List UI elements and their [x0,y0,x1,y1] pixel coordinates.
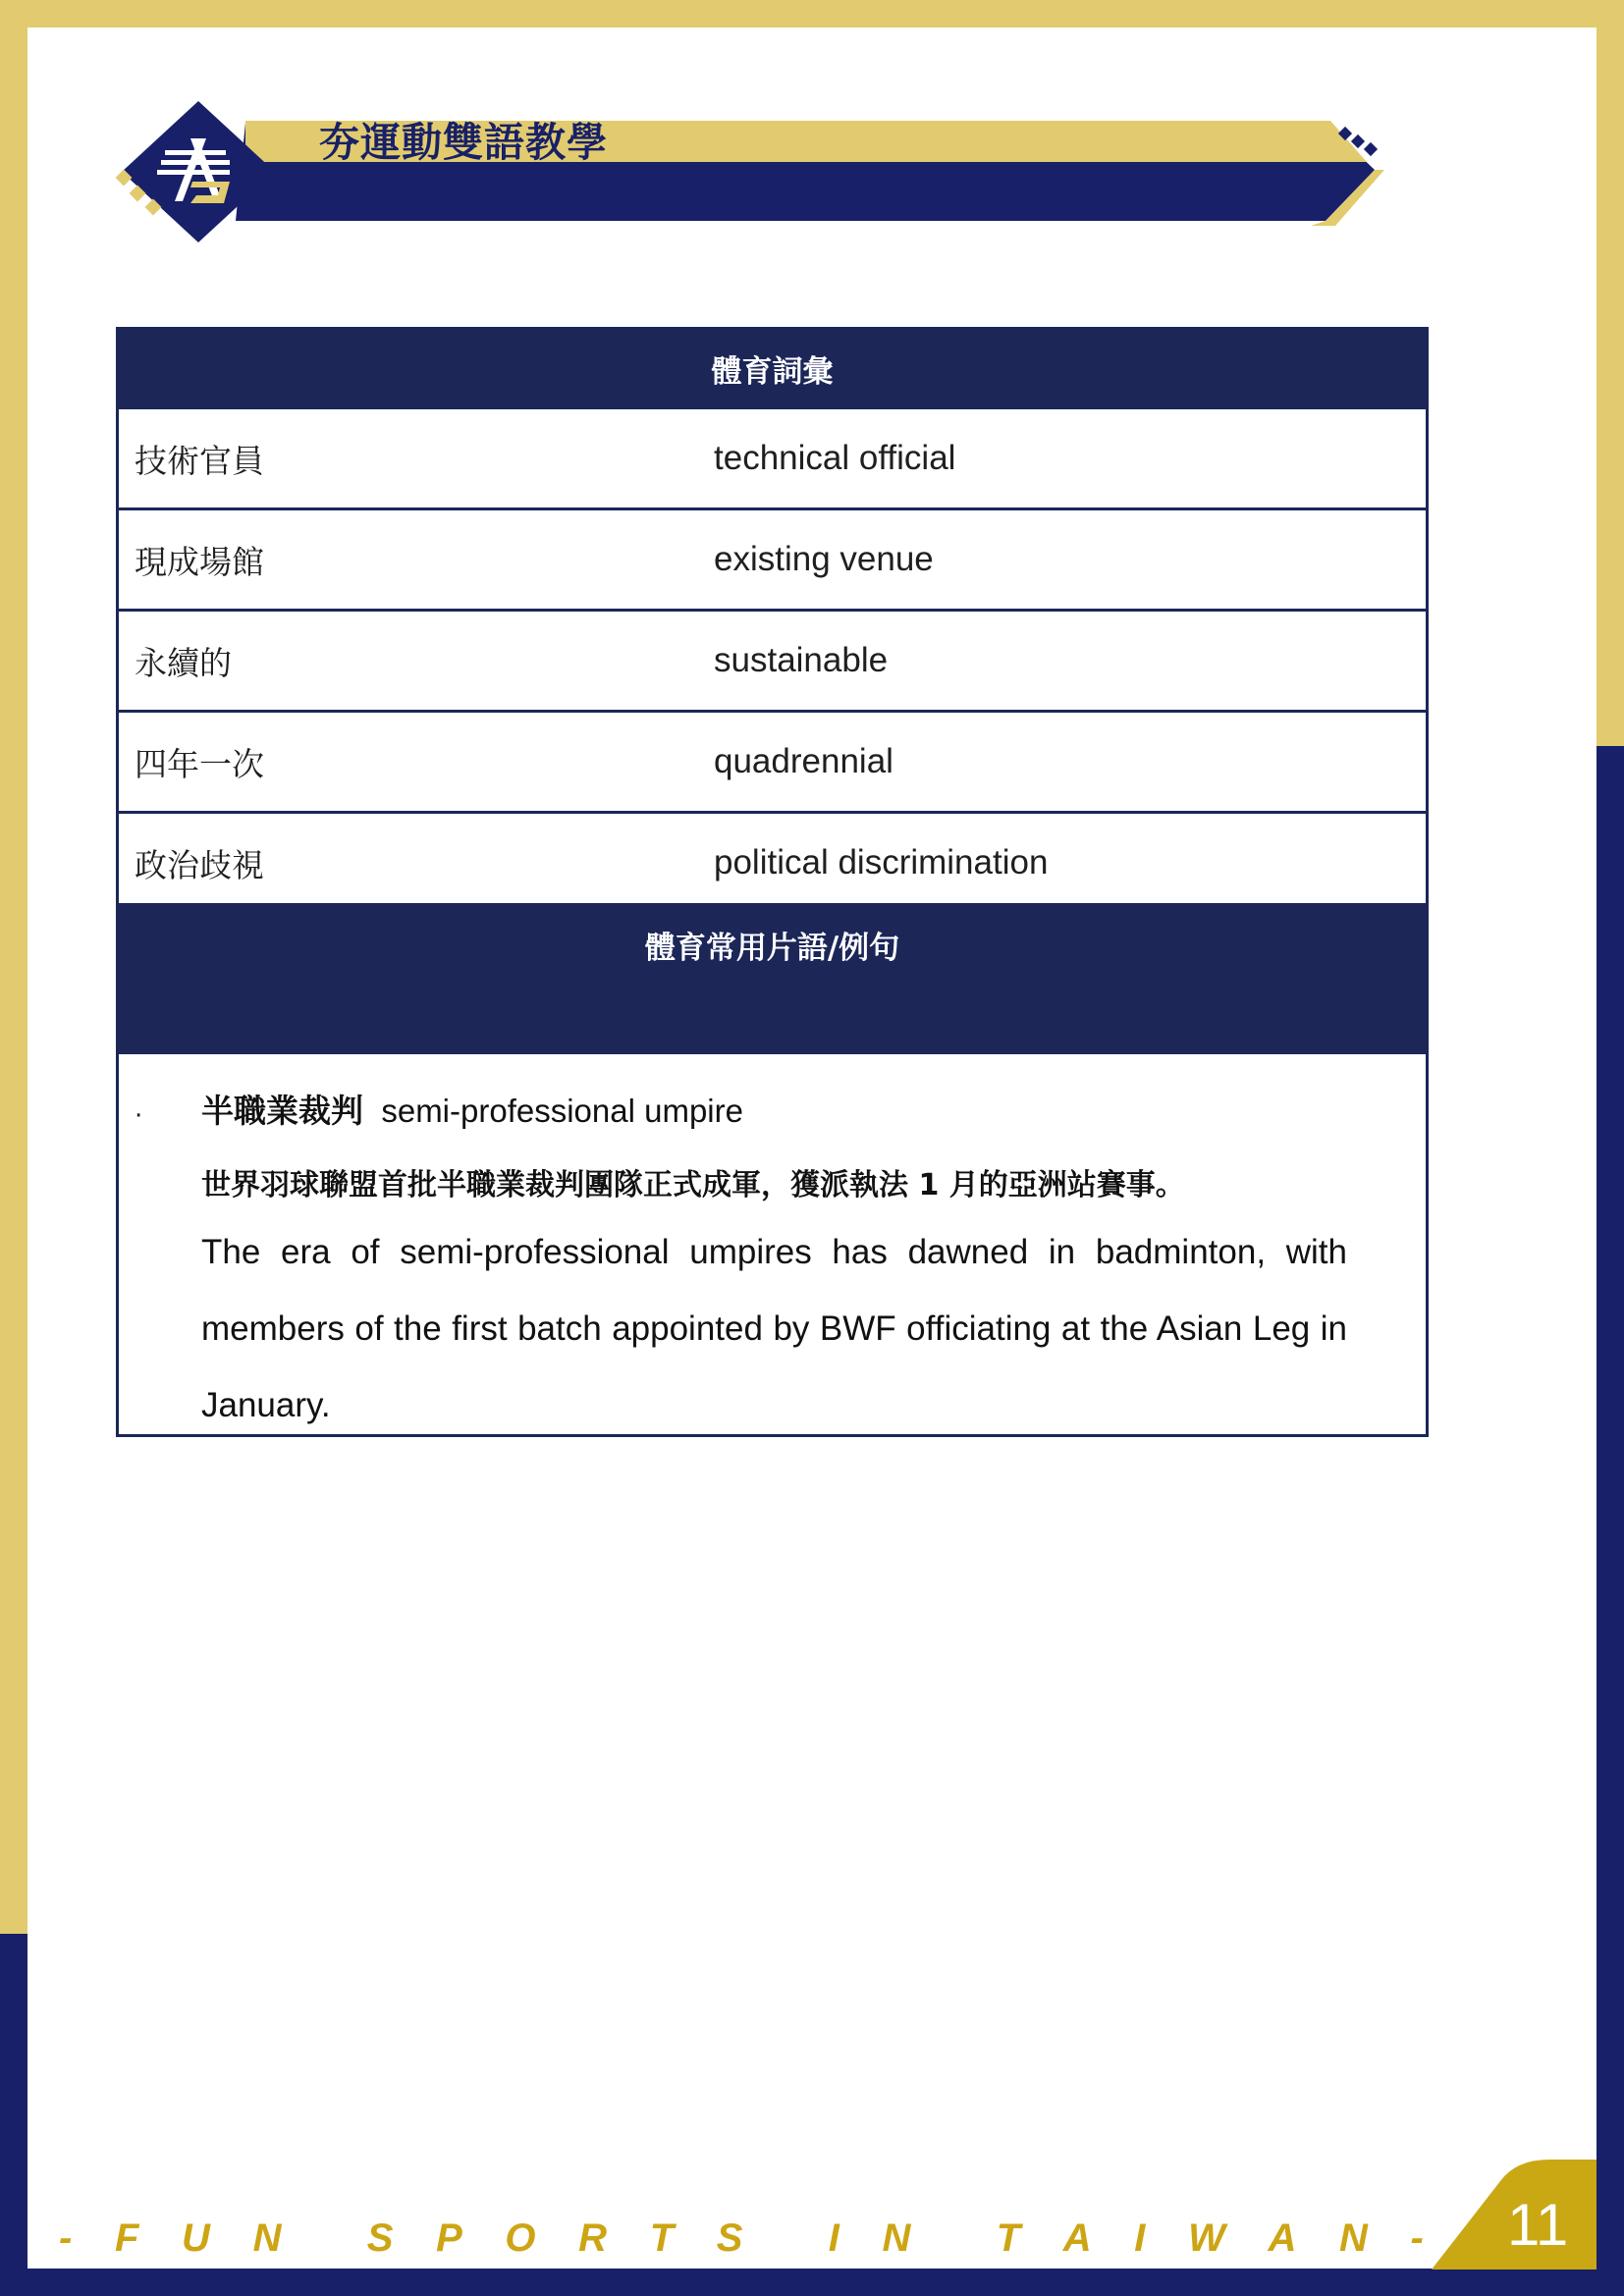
vocab-en: existing venue [714,509,1428,611]
page-title: 夯運動雙語教學 [319,119,608,166]
vocab-zh: 技術官員 [118,408,715,509]
tagline-char: T [649,2216,675,2260]
tagline-char: N [1339,2216,1368,2260]
vocab-zh: 四年一次 [118,712,715,813]
vocab-zh: 現成場館 [118,509,715,611]
tagline-char: P [436,2216,462,2260]
phrases-section [116,1054,1429,1437]
tagline-char: I [1134,2216,1146,2260]
phrases-heading: 體育常用片語/例句 [644,931,900,966]
term-en: semi-professional umpire [381,1093,743,1129]
example-sentence-en: The era of semi-professional umpires has dawned in badminton, with members of the first batch appointed by BWF officiating at the Asian Leg in January. [201,1233,1347,1424]
page-number: 11 [1507,2192,1569,2258]
vocab-zh: 永續的 [118,611,715,712]
table-row [118,712,1428,813]
corner-decoration-right [1597,746,1624,2296]
table-row [118,509,1428,611]
vocab-en: sustainable [714,611,1428,712]
vocab-zh: 政治歧視 [118,813,715,914]
tagline-char: T [996,2216,1021,2260]
vocab-table [116,327,1429,915]
table-row [118,408,1428,509]
tagline-char: W [1188,2216,1225,2260]
vocab-en: technical official [714,408,1428,509]
tagline-char: I [828,2216,839,2260]
vocab-table-heading: 體育詞彙 [118,329,1428,408]
vocab-en: quadrennial [714,712,1428,813]
tagline-char: S [716,2216,743,2260]
tagline-char: S [366,2216,394,2260]
tagline-char: - [59,2216,73,2260]
tagline-char: N [882,2216,911,2260]
tagline-char: U [182,2216,210,2260]
tagline-char: F [114,2216,139,2260]
example-sentence-zh: 世界羽球聯盟首批半職業裁判團隊正式成軍，獲派執法 1 月的亞洲站賽事。 [201,1168,1185,1202]
table-row [118,813,1428,914]
header-banner [108,93,1384,250]
example-term [201,1086,743,1132]
tagline-char: N [252,2216,282,2260]
corner-decoration-left [0,1934,27,2296]
phrases-heading-bar [116,903,1429,1054]
tagline-char: - [1410,2216,1424,2260]
vocab-en: political discrimination [714,813,1428,914]
banner-dot [1364,142,1378,156]
footer-tagline [59,2216,1424,2261]
banner-dot [1351,134,1365,148]
bullet-icon: · [135,1101,143,1131]
tagline-char: O [505,2216,536,2260]
table-row [118,611,1428,712]
tagline-char: A [1062,2216,1092,2260]
tagline-char: R [578,2216,608,2260]
bottom-band [0,2269,1624,2296]
term-zh: 半職業裁判 [201,1092,363,1130]
tagline-char: A [1268,2216,1297,2260]
